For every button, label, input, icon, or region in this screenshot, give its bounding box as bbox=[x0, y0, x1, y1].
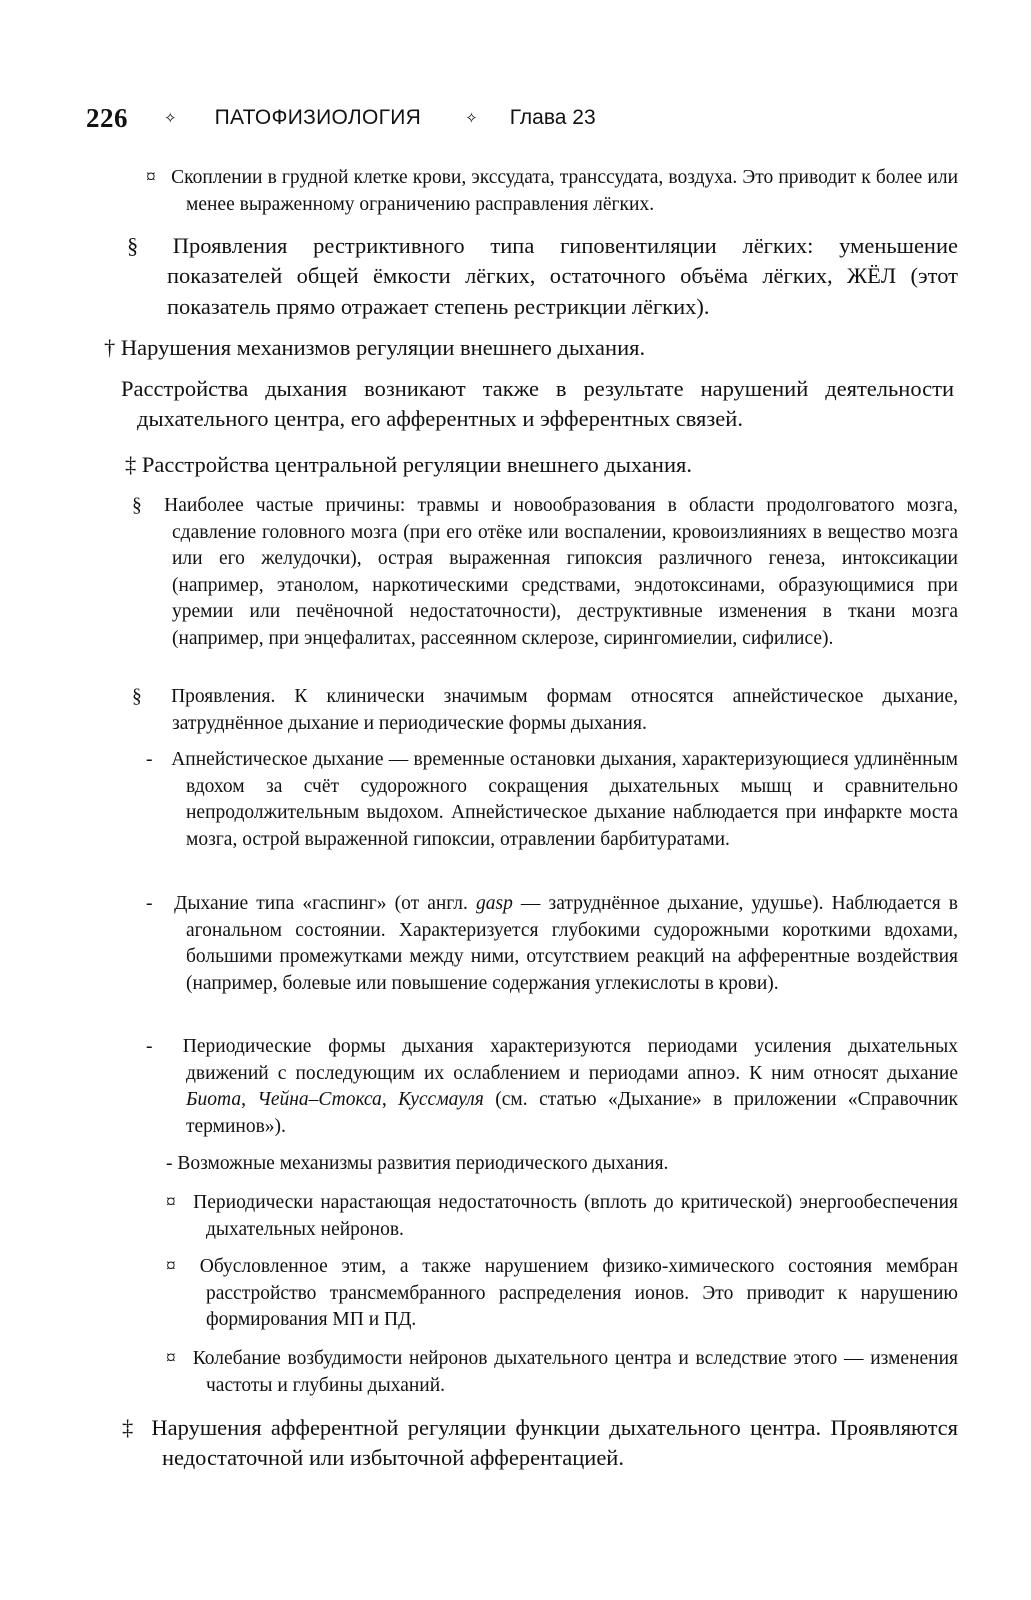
heading-central-regulation bbox=[125, 450, 938, 480]
paragraph-text: Периодические формы дыхания характеризуются периодами усиления дыхательных движений с последующим их ослаблением и периодами апноэ. К ним относят дыхание bbox=[182, 1036, 959, 1084]
paragraph-text: Апнейстическое дыхание — временные остановки дыхания, характеризующиеся удлинённым вдохом за счёт судорожного сокращения дыхательных мышц и сравнительно непродолжительным выдохом. Апнейстическое дыхание наблюдается при инфаркте моста мозга, острой выраженной гипоксии, отравлении барбитуратами. bbox=[171, 749, 958, 850]
sub-item-energy-deficit: ¤ Периодически нарастающая недостаточность (вплоть до критической) энергообеспечения дыхательных нейронов. bbox=[166, 1192, 958, 1240]
paragraph-common-causes: § Наиболее частые причины: травмы и новообразования в области продолговатого мозга, сдавление головного мозга (при его отёке или воспалении, кровоизлияниях в вещество мозга или его желудочки), острая выраженная гипоксия различного генеза, интоксикации (например, этанолом, наркотическими средствами, эндотоксинами, образующимися при уремии или печёночной недостаточности), деструктивные изменения в ткани мозга (например, при энцефалитах, рассеянном склерозе, сирингомиелии, сифилисе). bbox=[132, 495, 959, 649]
paragraph-text: Периодически нарастающая недостаточность (вплоть до критической) энергообеспечения дыхательных нейронов. bbox=[193, 1192, 958, 1240]
paragraph-restrictive-manifestations: § Проявления рестриктивного типа гиповентиляции лёгких: уменьшение показателей общей ёмкости лёгких, остаточного объёма лёгких, ЖЁЛ (этот показатель прямо отражает степень рестрикции лёгких). bbox=[127, 233, 958, 319]
paragraph-text: , bbox=[381, 1089, 399, 1111]
running-header bbox=[86, 100, 596, 136]
sub-item-excitability: ¤ Колебание возбудимости нейронов дыхательного центра и вследствие этого — изменения частоты и глубины дыханий. bbox=[166, 1348, 959, 1396]
term-kussmaul: Куссмауля bbox=[398, 1089, 484, 1111]
sub-item-ion-distribution: ¤ Обусловленное этим, а также нарушением физико-химического состояния мембран расстройство трансмембранного распределения ионов. Это приводит к нарушению формирования МП и ПД. bbox=[166, 1256, 958, 1331]
heading-text: Нарушения механизмов регуляции внешнего дыхания. bbox=[120, 335, 646, 360]
paragraph-text: Проявления рестриктивного типа гиповентиляции лёгких: уменьшение показателей общей ёмкости лёгких, остаточного объёма лёгких, ЖЁЛ (этот показатель прямо отражает степень рестрикции лёгких). bbox=[167, 233, 958, 319]
header-separator-icon: ✧ bbox=[164, 109, 177, 127]
term-cheyne-stokes: Чейна–Стокса bbox=[257, 1089, 382, 1111]
paragraph-text: Скоплении в грудной клетке крови, экссудата, транссудата, воздуха. Это приводит к более или менее выраженному ограничению расправления лёгких. bbox=[171, 167, 959, 215]
paragraph-text: Колебание возбудимости нейронов дыхательного центра и вследствие этого — изменения частоты и глубины дыханий. bbox=[192, 1348, 959, 1396]
paragraph-text: Нарушения афферентной регуляции функции дыхательного центра. Проявляются недостаточной или избыточной афферентацией. bbox=[151, 1415, 959, 1471]
paragraph-text: Дыхание типа «гаспинг» (от англ. bbox=[174, 893, 476, 914]
heading-regulation-disorders bbox=[104, 333, 938, 363]
list-item-mechanisms bbox=[166, 1151, 938, 1178]
paragraph-text: Наиболее частые причины: травмы и новообразования в области продолговатого мозга, сдавление головного мозга (при его отёке или воспалении, кровоизлияниях в вещество мозга или его желудочки), острая выраженная гипоксия различного генеза, интоксикации (например, этанолом, наркотическими средствами, эндотоксинами, образующимися при уремии или печёночной недостаточности), деструктивные изменения в ткани мозга (например, при энцефалитах, рассеянном склерозе, сирингомиелии, сифилисе). bbox=[164, 495, 959, 649]
paragraph-text: — затруднённое дыхание, удушье). Наблюдается в агональном состоянии. Характеризуется глубокими судорожными короткими вдохами, большими промежутками между ними, отсутствием реакций на афферентные воздействия (например, болевые или повышение содержания углекислоты в крови). bbox=[186, 893, 959, 994]
paragraph-text: (см. статью «Дыхание» в приложении «Справочник терминов»). bbox=[186, 1089, 959, 1137]
term-biot: Биота bbox=[186, 1089, 242, 1111]
dash-bullet-icon: - bbox=[166, 1153, 173, 1174]
list-item-gasping: - Дыхание типа «гаспинг» (от англ. gasp — затруднённое дыхание, удушье). Наблюдается в агональном состоянии. Характеризуется глубокими судорожными короткими вдохами, большими промежутками между ними, отсутствием реакций на афферентные воздействия (например, болевые или повышение содержания углекислоты в крови). bbox=[146, 893, 959, 994]
list-item-periodic: - Периодические формы дыхания характеризуются периодами усиления дыхательных движений с последующим их ослаблением и периодами апноэ. К ним относят дыхание Биота, Чейна–Стокса, Куссмауля (см. статью «Дыхание» в приложении «Справочник терминов»). bbox=[146, 1036, 959, 1137]
paragraph-afferent-regulation: ‡ Нарушения афферентной регуляции функции дыхательного центра. Проявляются недостаточной или избыточной афферентацией. bbox=[122, 1415, 959, 1471]
heading-text: Расстройства центральной регуляции внешнего дыхания. bbox=[141, 452, 692, 477]
term-gasp: gasp bbox=[475, 893, 513, 914]
double-dagger-bullet-icon: ‡ bbox=[125, 452, 137, 477]
dagger-bullet-icon: † bbox=[104, 335, 116, 360]
paragraph-text: , bbox=[241, 1089, 258, 1111]
paragraph-manifestations: § Проявления. К клинически значимым формам относятся апнейстическое дыхание, затруднённое дыхание и периодические формы дыхания. bbox=[132, 686, 959, 734]
paragraph-text: Расстройства дыхания возникают также в результате нарушений деятельности дыхательного центра, его афферентных и эфферентных связей. bbox=[121, 376, 954, 432]
page-number: 226 bbox=[86, 102, 128, 133]
paragraph-pleural-accumulation: ¤ Скоплении в грудной клетке крови, экссудата, транссудата, воздуха. Это приводит к более или менее выраженному ограничению расправления лёгких. bbox=[146, 167, 959, 215]
paragraph-respiratory-center-intro bbox=[121, 374, 954, 435]
chapter-label: Глава 23 bbox=[509, 106, 596, 129]
header-separator-icon: ✧ bbox=[465, 109, 478, 127]
list-item-apneustic: - Апнейстическое дыхание — временные остановки дыхания, характеризующиеся удлинённым вдохом за счёт судорожного сокращения дыхательных мышц и сравнительно непродолжительным выдохом. Апнейстическое дыхание наблюдается при инфаркте моста мозга, острой выраженной гипоксии, отравлении барбитуратами. bbox=[146, 749, 958, 850]
paragraph-text: Возможные механизмы развития периодического дыхания. bbox=[177, 1153, 669, 1174]
book-title: ПАТОФИЗИОЛОГИЯ bbox=[214, 106, 422, 129]
paragraph-text: Проявления. К клинически значимым формам относятся апнейстическое дыхание, затруднённое дыхание и периодические формы дыхания. bbox=[171, 686, 959, 734]
paragraph-text: Обусловленное этим, а также нарушением физико-химического состояния мембран расстройство трансмембранного распределения ионов. Это приводит к нарушению формирования МП и ПД. bbox=[199, 1256, 958, 1331]
